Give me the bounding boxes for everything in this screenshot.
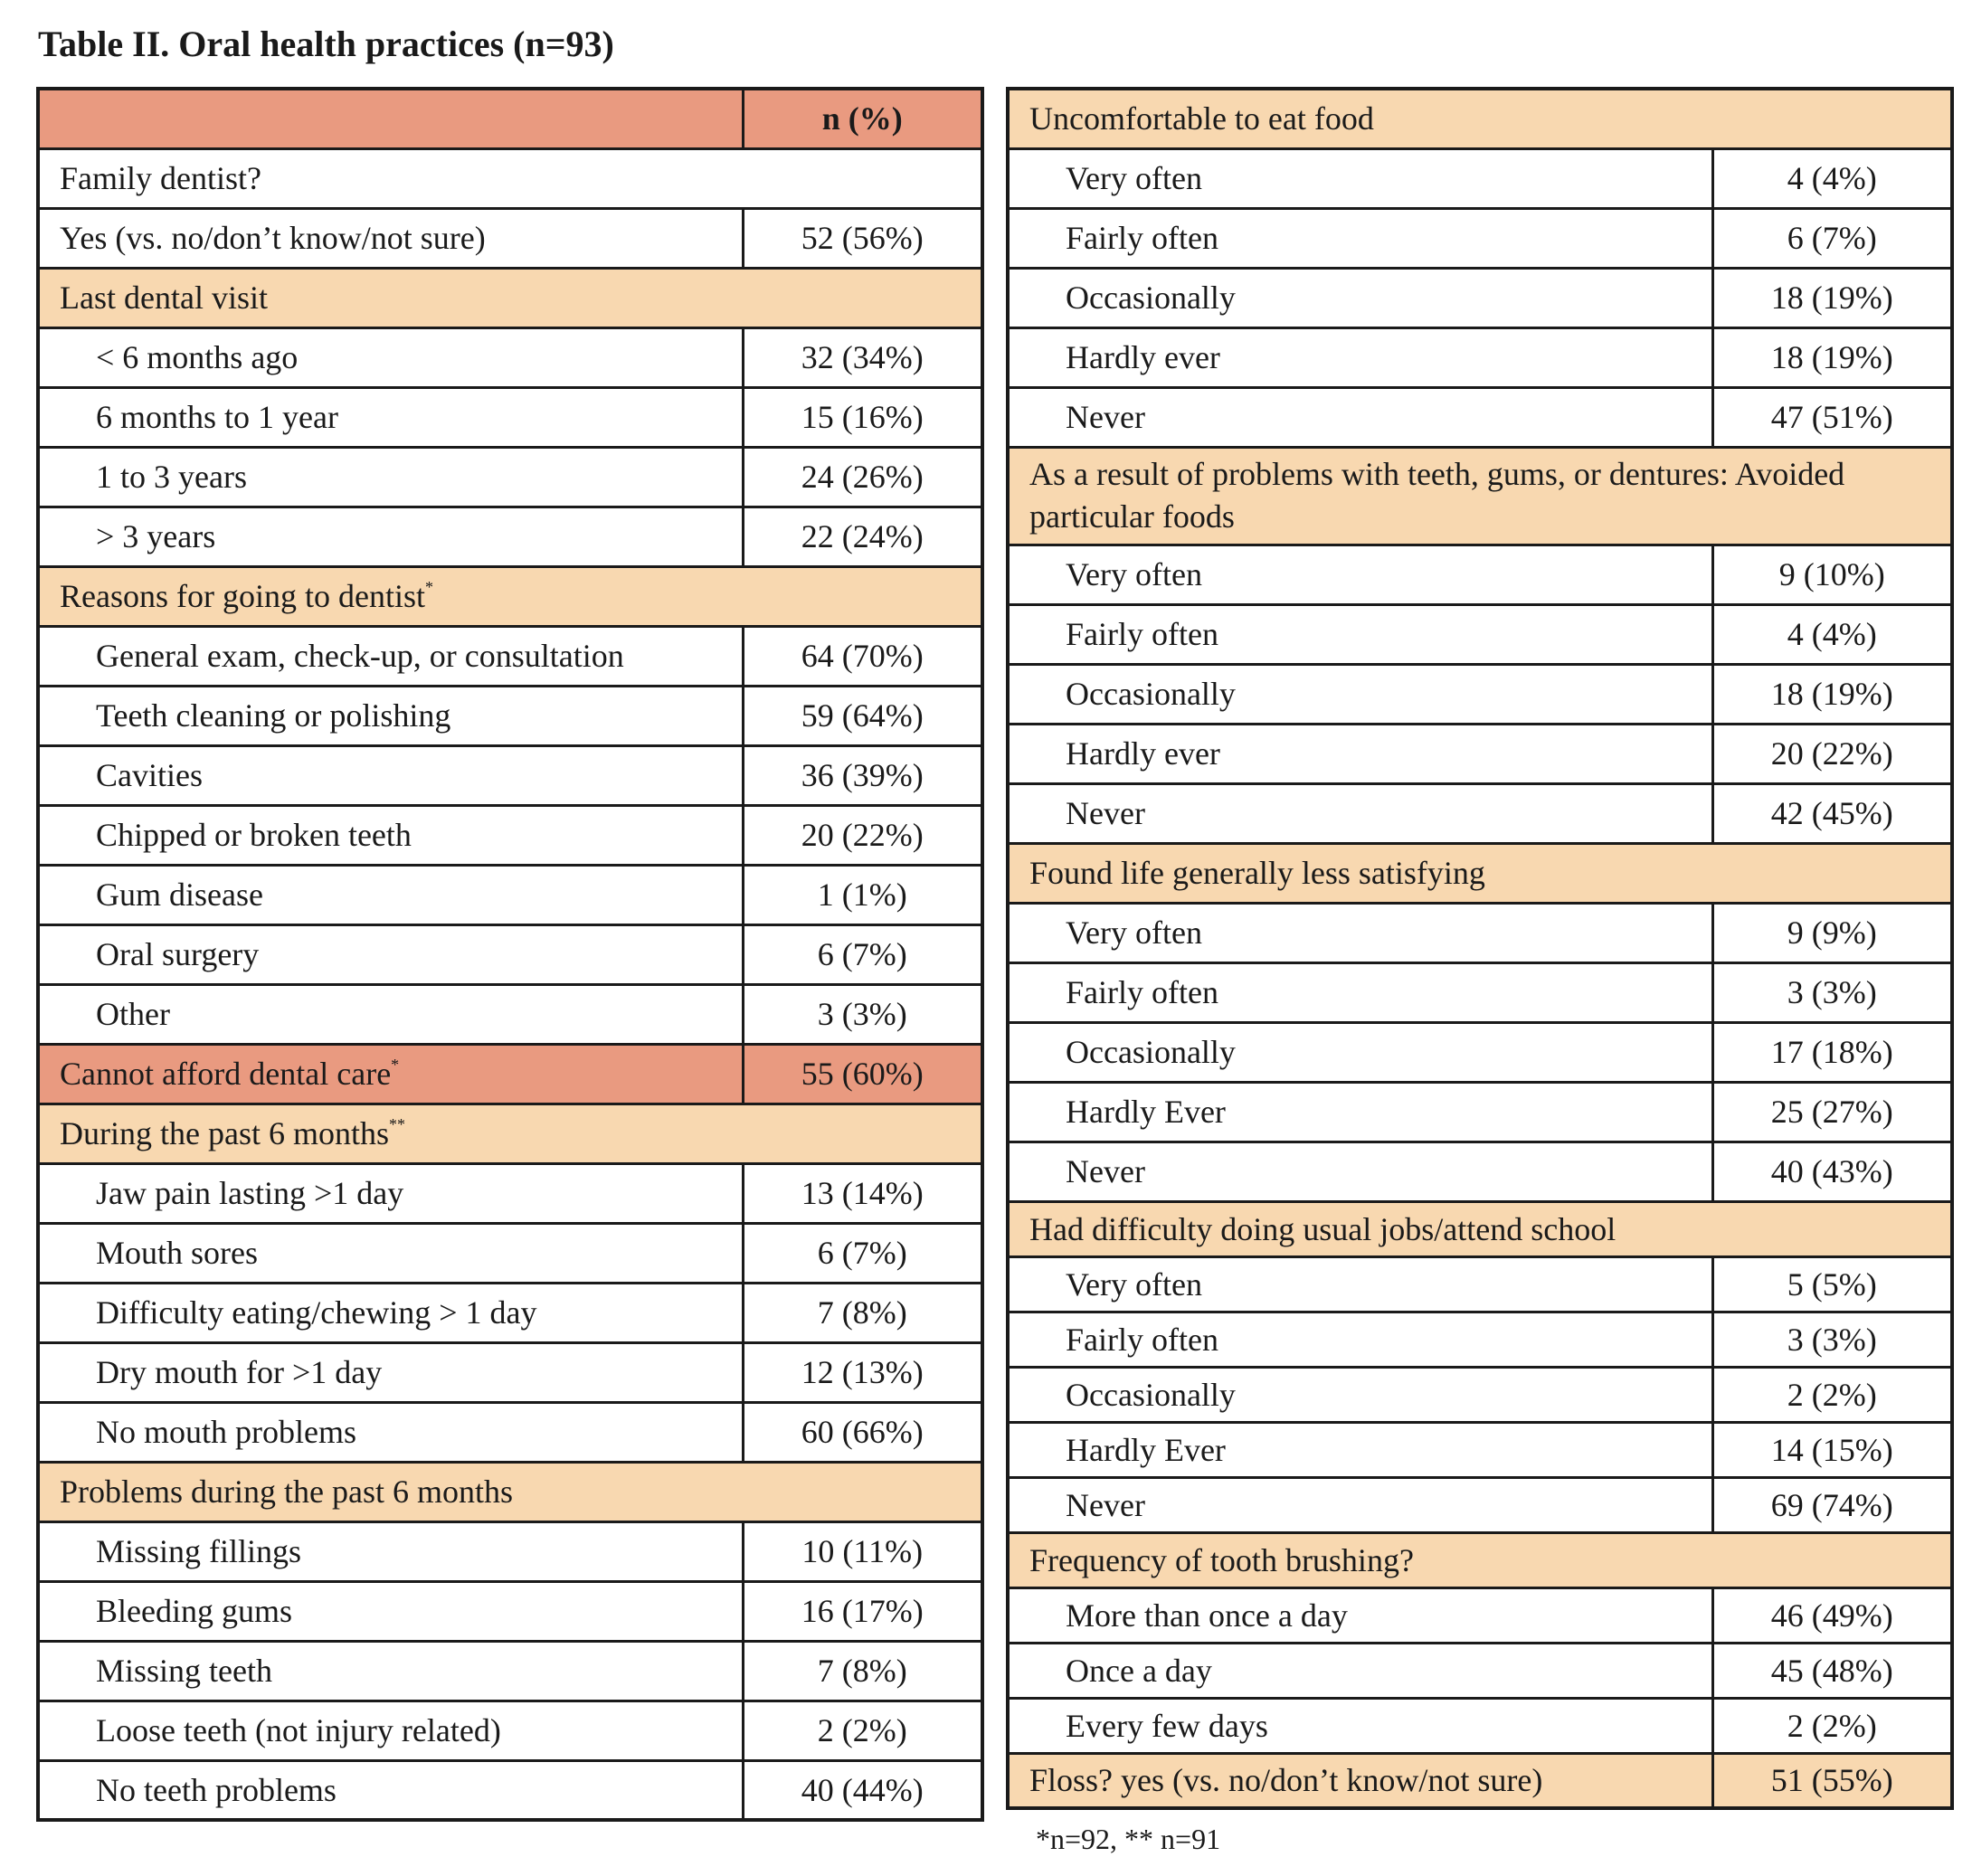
row-label: No teeth problems xyxy=(38,1760,743,1820)
row-label: Mouth sores xyxy=(38,1223,743,1283)
table-row xyxy=(38,1760,982,1820)
row-label: 1 to 3 years xyxy=(38,447,743,507)
row-label: Very often xyxy=(1008,1256,1712,1312)
row-cannot-afford xyxy=(38,1044,982,1104)
row-label: Other xyxy=(38,984,743,1044)
row-value: 51 (55%) xyxy=(1712,1753,1952,1808)
table-row xyxy=(1008,387,1952,447)
row-label: Fairly often xyxy=(1008,962,1712,1022)
section-title: Last dental visit xyxy=(38,268,982,327)
table-row xyxy=(38,1701,982,1760)
row-value: 17 (18%) xyxy=(1712,1022,1952,1082)
footnote-mark: * xyxy=(424,577,433,596)
row-label: Floss? yes (vs. no/don’t know/not sure) xyxy=(1008,1753,1712,1808)
row-value: 32 (34%) xyxy=(743,327,982,387)
row-value: 4 (4%) xyxy=(1712,148,1952,208)
row-label: Fairly often xyxy=(1008,1312,1712,1367)
table-row xyxy=(1008,268,1952,327)
section-reasons xyxy=(38,566,982,626)
row-label: Very often xyxy=(1008,545,1712,604)
row-label: 6 months to 1 year xyxy=(38,387,743,447)
table-row xyxy=(1008,327,1952,387)
row-label: Loose teeth (not injury related) xyxy=(38,1701,743,1760)
table-row xyxy=(1008,664,1952,724)
table-row xyxy=(1008,1587,1952,1643)
row-value: 3 (3%) xyxy=(1712,1312,1952,1367)
table-row xyxy=(1008,724,1952,783)
table-row xyxy=(1008,1022,1952,1082)
row-value: 3 (3%) xyxy=(743,984,982,1044)
row-value: 6 (7%) xyxy=(743,1223,982,1283)
row-value: 24 (26%) xyxy=(743,447,982,507)
table-row xyxy=(1008,783,1952,843)
section-family-dentist xyxy=(38,148,982,208)
table-row xyxy=(38,1223,982,1283)
row-label: No mouth problems xyxy=(38,1402,743,1462)
row-value: 16 (17%) xyxy=(743,1581,982,1641)
row-value: 1 (1%) xyxy=(743,865,982,924)
section-title: Family dentist? xyxy=(38,148,982,208)
table-row xyxy=(38,327,982,387)
table-row xyxy=(1008,1082,1952,1142)
row-label: Dry mouth for >1 day xyxy=(38,1342,743,1402)
row-label-cell xyxy=(38,1044,743,1104)
table-row xyxy=(38,745,982,805)
table-row xyxy=(38,1521,982,1581)
section-title: Frequency of tooth brushing? xyxy=(1008,1532,1952,1587)
section-avoided-foods xyxy=(1008,447,1952,545)
table-row xyxy=(38,686,982,745)
row-label: Bleeding gums xyxy=(38,1581,743,1641)
row-label: Very often xyxy=(1008,148,1712,208)
row-value: 13 (14%) xyxy=(743,1163,982,1223)
row-value: 18 (19%) xyxy=(1712,327,1952,387)
row-value: 22 (24%) xyxy=(743,507,982,566)
row-floss xyxy=(1008,1753,1952,1808)
footnote: *n=92, ** n=91 xyxy=(1036,1823,1221,1855)
row-value: 36 (39%) xyxy=(743,745,982,805)
row-label: Fairly often xyxy=(1008,604,1712,664)
row-label: > 3 years xyxy=(38,507,743,566)
row-label: Once a day xyxy=(1008,1643,1712,1698)
table-row xyxy=(38,626,982,686)
row-value: 14 (15%) xyxy=(1712,1422,1952,1477)
table-row xyxy=(38,805,982,865)
table-row xyxy=(38,1283,982,1342)
section-title: Problems during the past 6 months xyxy=(38,1462,982,1521)
section-uncomfortable xyxy=(1008,89,1952,148)
table-row xyxy=(38,1402,982,1462)
table-row xyxy=(1008,1256,1952,1312)
row-label: Never xyxy=(1008,387,1712,447)
table-row xyxy=(1008,1422,1952,1477)
table-row xyxy=(38,1581,982,1641)
row-value: 52 (56%) xyxy=(743,208,982,268)
table-row xyxy=(38,924,982,984)
row-value: 7 (8%) xyxy=(743,1283,982,1342)
table-row xyxy=(38,208,982,268)
row-value: 2 (2%) xyxy=(1712,1698,1952,1753)
section-title-cell xyxy=(38,1104,982,1163)
table-row xyxy=(1008,962,1952,1022)
row-value: 55 (60%) xyxy=(743,1044,982,1104)
row-value: 20 (22%) xyxy=(743,805,982,865)
section-life-satisfying xyxy=(1008,843,1952,903)
row-value: 64 (70%) xyxy=(743,626,982,686)
row-value: 69 (74%) xyxy=(1712,1477,1952,1532)
section-title: During the past 6 months xyxy=(60,1115,389,1151)
row-value: 12 (13%) xyxy=(743,1342,982,1402)
row-label: Gum disease xyxy=(38,865,743,924)
row-label: Difficulty eating/chewing > 1 day xyxy=(38,1283,743,1342)
section-past-6-months xyxy=(38,1104,982,1163)
table-row xyxy=(38,1641,982,1701)
row-label: Cavities xyxy=(38,745,743,805)
header-label-cell xyxy=(38,89,743,148)
table-row xyxy=(1008,208,1952,268)
row-label: Fairly often xyxy=(1008,208,1712,268)
table-row xyxy=(38,1163,982,1223)
row-value: 46 (49%) xyxy=(1712,1587,1952,1643)
table-row xyxy=(38,387,982,447)
row-label: Oral surgery xyxy=(38,924,743,984)
row-value: 3 (3%) xyxy=(1712,962,1952,1022)
row-label: Hardly ever xyxy=(1008,724,1712,783)
table-row xyxy=(1008,1643,1952,1698)
row-label: Occasionally xyxy=(1008,268,1712,327)
table-row xyxy=(38,447,982,507)
row-value: 40 (43%) xyxy=(1712,1142,1952,1201)
row-value: 59 (64%) xyxy=(743,686,982,745)
row-value: 45 (48%) xyxy=(1712,1643,1952,1698)
footnote-mark: * xyxy=(391,1055,400,1074)
row-label: Never xyxy=(1008,1142,1712,1201)
table-row xyxy=(1008,903,1952,962)
row-label: Yes (vs. no/don’t know/not sure) xyxy=(38,208,743,268)
row-value: 5 (5%) xyxy=(1712,1256,1952,1312)
table-row xyxy=(1008,148,1952,208)
row-label: Occasionally xyxy=(1008,1022,1712,1082)
table-row xyxy=(1008,1312,1952,1367)
footnote-mark: ** xyxy=(388,1114,405,1133)
row-label: Never xyxy=(1008,1477,1712,1532)
row-label: Occasionally xyxy=(1008,664,1712,724)
row-label: More than once a day xyxy=(1008,1587,1712,1643)
table-title: Table II. Oral health practices (n=93) xyxy=(38,24,614,64)
row-label: Missing teeth xyxy=(38,1641,743,1701)
row-value: 10 (11%) xyxy=(743,1521,982,1581)
row-value: 15 (16%) xyxy=(743,387,982,447)
row-value: 47 (51%) xyxy=(1712,387,1952,447)
row-value: 7 (8%) xyxy=(743,1641,982,1701)
row-label: Every few days xyxy=(1008,1698,1712,1753)
row-label: General exam, check-up, or consultation xyxy=(38,626,743,686)
row-value: 9 (10%) xyxy=(1712,545,1952,604)
row-value: 20 (22%) xyxy=(1712,724,1952,783)
header-n-percent: n (%) xyxy=(743,89,982,148)
row-label: Very often xyxy=(1008,903,1712,962)
section-title: Uncomfortable to eat food xyxy=(1008,89,1952,148)
row-label: Occasionally xyxy=(1008,1367,1712,1422)
row-label: Jaw pain lasting >1 day xyxy=(38,1163,743,1223)
row-value: 25 (27%) xyxy=(1712,1082,1952,1142)
table-row xyxy=(1008,1142,1952,1201)
row-label: Hardly Ever xyxy=(1008,1082,1712,1142)
row-value: 60 (66%) xyxy=(743,1402,982,1462)
row-label: Cannot afford dental care xyxy=(60,1056,392,1092)
section-title-cell xyxy=(38,566,982,626)
row-label: Hardly ever xyxy=(1008,327,1712,387)
section-title: Reasons for going to dentist xyxy=(60,578,425,614)
row-value: 40 (44%) xyxy=(743,1760,982,1820)
table-row xyxy=(1008,545,1952,604)
section-tooth-brushing xyxy=(1008,1532,1952,1587)
table-row xyxy=(38,984,982,1044)
row-value: 2 (2%) xyxy=(743,1701,982,1760)
section-usual-jobs xyxy=(1008,1201,1952,1256)
row-label: Hardly Ever xyxy=(1008,1422,1712,1477)
table-row xyxy=(1008,604,1952,664)
row-value: 18 (19%) xyxy=(1712,664,1952,724)
table-row xyxy=(1008,1698,1952,1753)
row-label: Teeth cleaning or polishing xyxy=(38,686,743,745)
section-title: Had difficulty doing usual jobs/attend school xyxy=(1008,1201,1952,1256)
table-row xyxy=(38,507,982,566)
row-label: Missing fillings xyxy=(38,1521,743,1581)
left-table xyxy=(36,87,984,1822)
row-label: < 6 months ago xyxy=(38,327,743,387)
row-value: 9 (9%) xyxy=(1712,903,1952,962)
section-problems xyxy=(38,1462,982,1521)
right-table xyxy=(1006,87,1954,1810)
row-label: Never xyxy=(1008,783,1712,843)
row-value: 2 (2%) xyxy=(1712,1367,1952,1422)
table-row xyxy=(38,865,982,924)
section-last-visit xyxy=(38,268,982,327)
row-value: 4 (4%) xyxy=(1712,604,1952,664)
row-label: Chipped or broken teeth xyxy=(38,805,743,865)
section-title: As a result of problems with teeth, gums, or dentures: Avoided particular foods xyxy=(1008,447,1952,545)
row-value: 6 (7%) xyxy=(1712,208,1952,268)
table-row xyxy=(1008,1477,1952,1532)
row-value: 6 (7%) xyxy=(743,924,982,984)
table-row xyxy=(38,1342,982,1402)
table-row xyxy=(1008,1367,1952,1422)
table-header-row xyxy=(38,89,982,148)
section-title: Found life generally less satisfying xyxy=(1008,843,1952,903)
row-value: 18 (19%) xyxy=(1712,268,1952,327)
row-value: 42 (45%) xyxy=(1712,783,1952,843)
